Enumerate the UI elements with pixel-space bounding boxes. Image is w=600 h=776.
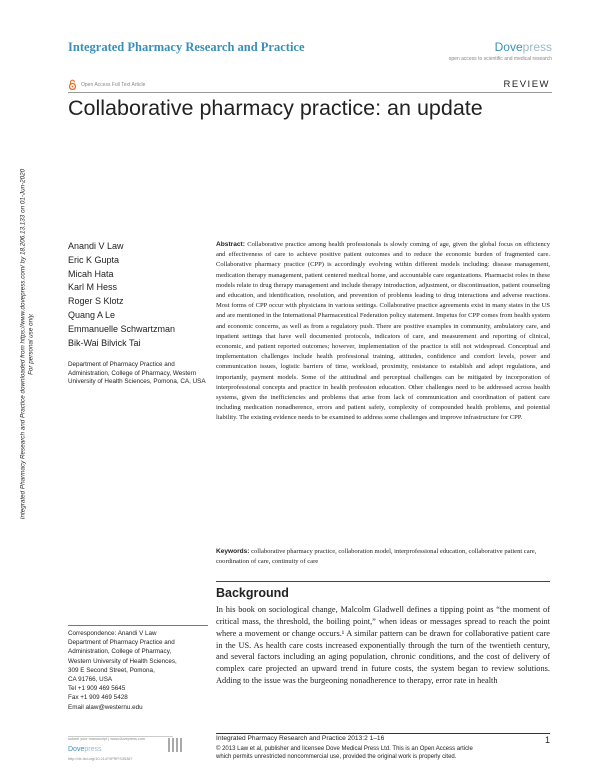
section-divider: [216, 581, 550, 582]
qr-code-icon: [168, 738, 182, 752]
copyright-notice: [216, 745, 546, 761]
header-divider: [68, 92, 552, 93]
correspondence-line: Administration, College of Pharmacy,: [68, 648, 172, 656]
journal-title: Integrated Pharmacy Research and Practice: [68, 40, 305, 54]
author-name: Quang A Le: [68, 309, 116, 320]
correspondence-line: CA 91766, USA: [68, 676, 113, 684]
submit-manuscript-link[interactable]: submit your manuscript | www.dovepress.com: [68, 737, 146, 741]
author-name: Anandi V Law: [68, 241, 124, 251]
footer-dove-press: press: [84, 746, 102, 753]
author-name: Roger S Klotz: [68, 296, 124, 307]
author-name: Karl M Hess: [68, 282, 118, 293]
author-name: Emmanuelle Schwartzman: [68, 323, 176, 334]
correspondence-label: Correspondence: Anandi V Law: [68, 630, 157, 637]
copyright-line-2: which permits unrestricted noncommercial use, provided the original work is properly cited.: [216, 754, 457, 761]
correspondence-block: [68, 629, 208, 712]
footer-citation: Integrated Pharmacy Research and Practice 2013:2 1–16: [216, 735, 385, 742]
side-note-line-2: For personal use only.: [27, 313, 34, 375]
footer-publisher-logo[interactable]: [68, 746, 101, 753]
footer-dove-main: Dove: [68, 746, 85, 753]
open-access-label: Open Access Full Text Article: [81, 81, 146, 88]
open-access-lock-icon: [68, 79, 77, 90]
keywords-text: collaborative pharmacy practice, collaboration model, interprofessional education, collaborative patient care, coordination of care, continuity of care: [216, 548, 537, 566]
author-name: Micah Hata: [68, 268, 114, 279]
footer-divider: [216, 733, 550, 734]
correspondence-line: Tel +1 909 469 5645: [68, 685, 126, 693]
background-paragraph: In his book on sociological change, Malcolm Gladwell defines a tipping point as “the moment of critical mass, the threshold, the boiling point,” when ideas or messages spread to reach the point where a movement or change occurs.¹ A similar pattern can be drawn for collaborative patient care in the US. As health care costs increased exponentially through the turn of the twentieth century, and several factors including an aging population, chronic conditions, and the cost of delivery of complex care projected an upward trend in future costs, the system began to review solutions. Adding to the issue was the burgeoning nonadherence to therapy, error rate in health: [216, 605, 550, 686]
copyright-line-1: © 2013 Law et al, publisher and licensee Dove Medical Press Ltd. This is an Open Access article: [216, 746, 473, 752]
abstract-text: Collaborative practice among health professionals is slowly coming of age, given the global focus on efficiency and effectiveness of care to achieve positive patient outcomes and to reduce the economic burden of fragmented care. Collaborative pharmacy practice (CPP) is accordingly evolving within different models including: disease management, medication therapy management, patient centered medical home, and accountable care organizations. Pharmacist roles in these models relate to drug therapy management and include therapy introduction, adjustment, or discontinuation, patient counseling and education, and identification, resolution, and prevention of problems leading to drug interactions and adverse reactions. Most forms of CPP occur with physicians in various settings. Collaborative practice agreements exist in many states in the US and are mentioned in the International Pharmaceutical Federation policy statement. Impetus for CPP comes from health system and economic concerns, as well as from a regulatory push. There are positive examples in community, ambulatory care, and inpatient settings that have well documented protocols, indicators of care, and measurement and reporting of clinical, economic, and patient reported outcomes; however, implementation of the practice is still not widespread. Conceptual and implementation challenges include health professional training, attitudes, confidence and comfort levels, power and communication issues, logistic barriers of time, workload, proximity, resistance to establish and adopt regulations, and importantly, payment models. Some of the attitudinal and perceptual challenges can be mitigated by incorporation of interprofessional concepts and practice in health profession education. Other challenges need to be addressed across health systems, given the inefficiencies and problems that arise from lack of communication and coordination of patient care including medication nonadherence, errors and patient safety, complexity of compounded health problems, and potential liability. The existing evidence needs to be examined to address some challenges and improve infrastructure for CPP.: [216, 241, 550, 422]
keywords-label: Keywords:: [216, 548, 250, 555]
correspondence-line: Department of Pharmacy Practice and: [68, 639, 175, 647]
doi-link[interactable]: http://dx.doi.org/10.2147/IPRP.S35387: [68, 757, 133, 761]
abstract-label: Abstract:: [216, 241, 245, 248]
author-list: [68, 240, 175, 350]
correspondence-line: 309 E Second Street, Pomona,: [68, 666, 155, 674]
section-heading: Background: [216, 586, 289, 600]
article-type-label: REVIEW: [503, 79, 550, 90]
correspondence-line: Fax +1 909 469 5428: [68, 694, 128, 702]
publisher-logo-main: Dove: [494, 40, 523, 54]
correspondence-divider: [68, 625, 208, 626]
author-affiliation: Department of Pharmacy Practice and Administration, College of Pharmacy, Western University of Health Sciences, Pomona, CA, USA: [68, 361, 206, 385]
correspondence-email[interactable]: Email alaw@westernu.edu: [68, 703, 143, 711]
publisher-logo[interactable]: [495, 40, 552, 54]
open-access-badge: [68, 79, 145, 90]
publisher-logo-press: press: [522, 40, 552, 54]
correspondence-line: Western University of Health Sciences,: [68, 657, 177, 665]
author-name: Eric K Gupta: [68, 254, 120, 265]
download-side-note: [12, 124, 42, 564]
keywords: [216, 547, 550, 567]
author-name: Bik-Wai Bilvick Tai: [68, 337, 141, 348]
abstract: [216, 240, 550, 424]
side-note-line-1: Integrated Pharmacy Research and Practice downloaded from https://www.dovepress.com/ by 18.206.13.133 on 01-Jun-2020: [19, 168, 27, 520]
page-number: 1: [544, 735, 550, 745]
publisher-tagline: open access to scientific and medical research: [448, 56, 552, 62]
article-title: Collaborative pharmacy practice: an update: [68, 96, 483, 120]
